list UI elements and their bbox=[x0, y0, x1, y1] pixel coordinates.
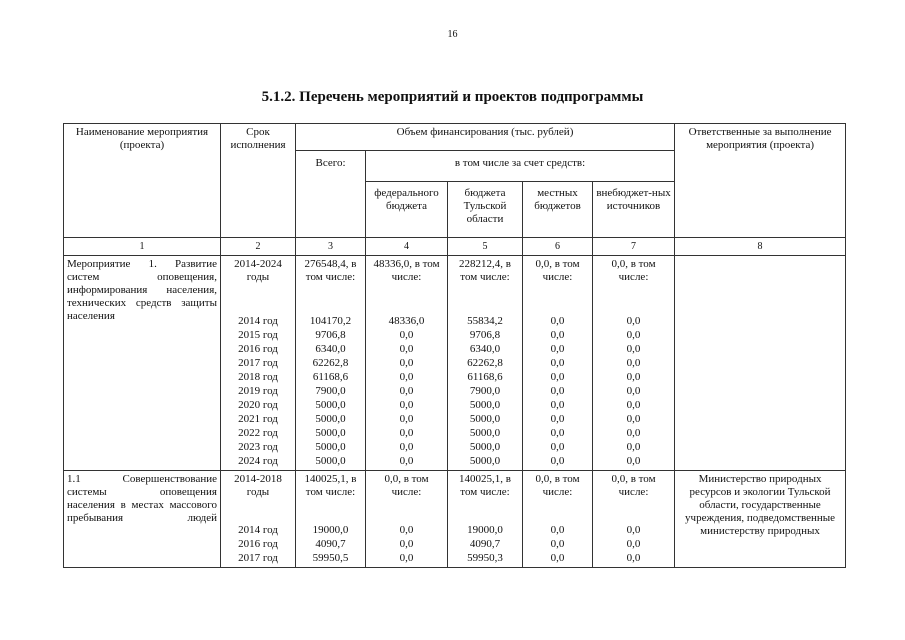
measure-local-cell bbox=[523, 256, 593, 471]
year-value: 0,0 bbox=[626, 329, 641, 341]
table-row bbox=[64, 471, 846, 568]
year-label: 2014 год bbox=[238, 315, 278, 327]
measure-local: 0,0, в том числе: bbox=[535, 258, 580, 283]
measure-total-cell bbox=[296, 471, 366, 568]
year-value: 0,0 bbox=[626, 413, 641, 425]
year-value: 0,0 bbox=[626, 357, 641, 369]
year-value: 5000,0 bbox=[315, 455, 346, 467]
year-value: 7900,0 bbox=[469, 385, 501, 397]
year-value: 0,0 bbox=[550, 385, 565, 397]
header-funding: Объем финансирования (тыс. рублей) bbox=[296, 124, 675, 151]
measure-total: 276548,4, в том числе: bbox=[304, 258, 357, 283]
table-row bbox=[64, 256, 846, 471]
year-label: 2016 год bbox=[238, 538, 278, 550]
year-value: 0,0 bbox=[550, 524, 565, 536]
year-value: 0,0 bbox=[626, 371, 641, 383]
year-value: 4090,7 bbox=[315, 538, 346, 550]
measures-table bbox=[63, 123, 846, 568]
value-list bbox=[526, 523, 589, 565]
year-value: 0,0 bbox=[399, 413, 414, 425]
year-value: 0,0 bbox=[550, 413, 565, 425]
column-number: 2 bbox=[221, 238, 296, 256]
measure-extra-cell bbox=[593, 471, 675, 568]
header-responsible: Ответственные за выполнение мероприятия (проекта) bbox=[675, 124, 846, 238]
year-value: 55834,2 bbox=[467, 315, 503, 327]
year-value: 62262,8 bbox=[312, 357, 349, 369]
measure-total: 140025,1, в том числе: bbox=[304, 473, 357, 498]
measure-name: 1.1 Совершенствование системы оповещения населения в местах массового пребывания людей bbox=[64, 471, 221, 568]
year-label: 2023 год bbox=[238, 441, 278, 453]
year-value: 0,0 bbox=[550, 357, 565, 369]
header-name: Наименование мероприятия (проекта) bbox=[64, 124, 221, 238]
year-value: 0,0 bbox=[626, 552, 641, 564]
header-including: в том числе за счет средств: bbox=[366, 151, 675, 182]
year-value: 5000,0 bbox=[315, 441, 346, 453]
measure-local: 0,0, в том числе: bbox=[535, 473, 580, 498]
value-list bbox=[299, 523, 362, 565]
year-value: 0,0 bbox=[399, 329, 414, 341]
year-label: 2017 год bbox=[238, 552, 278, 564]
value-list bbox=[596, 314, 671, 468]
year-label: 2016 год bbox=[238, 343, 278, 355]
year-label: 2019 год bbox=[238, 385, 278, 397]
measure-responsible bbox=[675, 256, 846, 471]
year-label: 2014 год bbox=[238, 524, 278, 536]
year-value: 0,0 bbox=[399, 552, 414, 564]
year-value: 9706,8 bbox=[469, 329, 501, 341]
column-numbers-row bbox=[64, 238, 846, 256]
header-extra: внебюджет-ных источников bbox=[593, 182, 675, 238]
year-value: 0,0 bbox=[626, 524, 641, 536]
year-value: 19000,0 bbox=[467, 524, 503, 536]
column-number: 4 bbox=[366, 238, 448, 256]
year-value: 0,0 bbox=[550, 552, 565, 564]
column-number: 6 bbox=[523, 238, 593, 256]
year-value: 0,0 bbox=[550, 538, 565, 550]
year-value: 59950,3 bbox=[467, 552, 503, 564]
measure-responsible: Министерство природных ресурсов и экологии Тульской области, государственные учреждения, подведомственные министерству природных bbox=[675, 471, 846, 568]
year-value: 0,0 bbox=[626, 441, 641, 453]
year-value: 0,0 bbox=[550, 441, 565, 453]
year-value: 0,0 bbox=[550, 455, 565, 467]
column-number: 3 bbox=[296, 238, 366, 256]
year-value: 0,0 bbox=[399, 371, 414, 383]
measure-regional-cell bbox=[448, 471, 523, 568]
year-value: 6340,0 bbox=[315, 343, 346, 355]
year-value: 0,0 bbox=[399, 357, 414, 369]
measure-federal-cell bbox=[366, 256, 448, 471]
year-value: 0,0 bbox=[550, 427, 565, 439]
measure-regional: 140025,1, в том числе: bbox=[459, 473, 511, 498]
measure-term: 2014-2024 годы bbox=[234, 258, 282, 283]
header-row-1 bbox=[64, 124, 846, 151]
year-value: 0,0 bbox=[550, 343, 565, 355]
column-number: 1 bbox=[64, 238, 221, 256]
year-label: 2015 год bbox=[238, 329, 278, 341]
year-value: 0,0 bbox=[399, 385, 414, 397]
year-value: 0,0 bbox=[626, 385, 641, 397]
measure-term-cell bbox=[221, 471, 296, 568]
measure-regional-cell bbox=[448, 256, 523, 471]
measure-local-cell bbox=[523, 471, 593, 568]
year-value: 0,0 bbox=[626, 538, 641, 550]
year-value: 9706,8 bbox=[315, 329, 346, 341]
year-value: 0,0 bbox=[626, 343, 641, 355]
measure-regional: 228212,4, в том числе: bbox=[459, 258, 511, 283]
header-federal: федерального бюджета bbox=[366, 182, 448, 238]
year-value: 0,0 bbox=[550, 399, 565, 411]
header-regional: бюджета Тульской области bbox=[448, 182, 523, 238]
year-value: 6340,0 bbox=[469, 343, 501, 355]
value-list bbox=[451, 314, 519, 468]
year-value: 5000,0 bbox=[469, 441, 501, 453]
header-term: Срок исполнения bbox=[221, 124, 296, 238]
year-value: 0,0 bbox=[550, 329, 565, 341]
year-value: 0,0 bbox=[399, 427, 414, 439]
year-value: 4090,7 bbox=[469, 538, 501, 550]
year-label: 2021 год bbox=[238, 413, 278, 425]
year-list bbox=[224, 314, 292, 468]
measure-extra-cell bbox=[593, 256, 675, 471]
column-number: 8 bbox=[675, 238, 846, 256]
year-value: 0,0 bbox=[399, 455, 414, 467]
year-value: 0,0 bbox=[626, 455, 641, 467]
measure-federal: 48336,0, в том числе: bbox=[373, 258, 440, 283]
measure-term-cell bbox=[221, 256, 296, 471]
year-value: 0,0 bbox=[626, 427, 641, 439]
year-value: 0,0 bbox=[399, 524, 414, 536]
year-value: 5000,0 bbox=[469, 413, 501, 425]
value-list bbox=[299, 314, 362, 468]
year-value: 5000,0 bbox=[469, 427, 501, 439]
value-list bbox=[369, 523, 444, 565]
year-label: 2024 год bbox=[238, 455, 278, 467]
measure-federal-cell bbox=[366, 471, 448, 568]
value-list bbox=[526, 314, 589, 468]
year-value: 5000,0 bbox=[469, 455, 501, 467]
measure-extra: 0,0, в том числе: bbox=[611, 258, 656, 283]
year-value: 0,0 bbox=[399, 538, 414, 550]
measure-term: 2014-2018 годы bbox=[234, 473, 282, 498]
year-list bbox=[224, 523, 292, 565]
year-label: 2020 год bbox=[238, 399, 278, 411]
year-value: 0,0 bbox=[550, 315, 565, 327]
year-value: 0,0 bbox=[399, 399, 414, 411]
year-value: 7900,0 bbox=[315, 385, 346, 397]
measure-name: Мероприятие 1. Развитие систем оповещения, информирования населения, технических средств защиты населения bbox=[64, 256, 221, 471]
year-value: 48336,0 bbox=[388, 315, 425, 327]
year-value: 59950,5 bbox=[312, 552, 349, 564]
value-list bbox=[596, 523, 671, 565]
measure-federal: 0,0, в том числе: bbox=[384, 473, 429, 498]
column-number: 5 bbox=[448, 238, 523, 256]
year-value: 5000,0 bbox=[469, 399, 501, 411]
section-title: 5.1.2. Перечень мероприятий и проектов подпрограммы bbox=[261, 89, 644, 105]
year-value: 5000,0 bbox=[315, 399, 346, 411]
page-number: 16 bbox=[447, 29, 458, 40]
year-value: 5000,0 bbox=[315, 427, 346, 439]
year-value: 0,0 bbox=[626, 315, 641, 327]
year-label: 2018 год bbox=[238, 371, 278, 383]
column-number: 7 bbox=[593, 238, 675, 256]
year-value: 62262,8 bbox=[467, 357, 503, 369]
year-value: 19000,0 bbox=[312, 524, 349, 536]
value-list bbox=[369, 314, 444, 468]
measure-extra: 0,0, в том числе: bbox=[611, 473, 656, 498]
year-value: 5000,0 bbox=[315, 413, 346, 425]
year-value: 61168,6 bbox=[467, 371, 503, 383]
year-label: 2017 год bbox=[238, 357, 278, 369]
year-value: 104170,2 bbox=[309, 315, 352, 327]
year-value: 0,0 bbox=[399, 441, 414, 453]
header-total: Всего: bbox=[296, 151, 366, 238]
header-local: местных бюджетов bbox=[523, 182, 593, 238]
year-label: 2022 год bbox=[238, 427, 278, 439]
year-value: 0,0 bbox=[626, 399, 641, 411]
year-value: 61168,6 bbox=[312, 371, 349, 383]
year-value: 0,0 bbox=[550, 371, 565, 383]
value-list bbox=[451, 523, 519, 565]
measure-total-cell bbox=[296, 256, 366, 471]
year-value: 0,0 bbox=[399, 343, 414, 355]
